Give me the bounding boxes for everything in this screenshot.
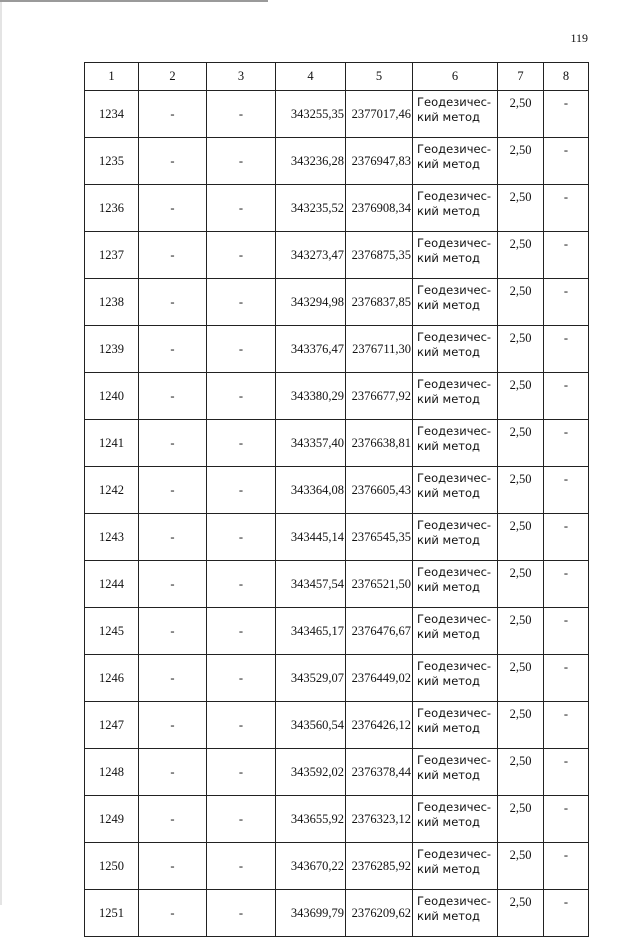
coordinate-x-cell: 343529,07 <box>276 655 346 702</box>
method-text-line-2: кий метод <box>417 862 480 876</box>
method-text-line-2: кий метод <box>417 674 480 688</box>
accuracy-cell: 2,50 <box>498 655 544 702</box>
table-row <box>85 420 589 467</box>
method-text-line-1: Геодезичес- <box>417 142 492 156</box>
column-3-cell: - <box>207 702 276 749</box>
accuracy-cell: 2,50 <box>498 232 544 279</box>
method-text-line-1: Геодезичес- <box>417 424 492 438</box>
method-cell <box>413 890 498 937</box>
coordinate-x-cell: 343236,28 <box>276 138 346 185</box>
method-text-line-1: Геодезичес- <box>417 894 492 908</box>
accuracy-cell: 2,50 <box>498 561 544 608</box>
column-2-cell: - <box>139 843 207 890</box>
column-2-cell: - <box>139 279 207 326</box>
column-2-cell: - <box>139 655 207 702</box>
method-cell <box>413 373 498 420</box>
accuracy-cell: 2,50 <box>498 91 544 138</box>
column-header-7: 7 <box>498 63 544 91</box>
accuracy-cell: 2,50 <box>498 279 544 326</box>
coordinate-x-cell: 343294,98 <box>276 279 346 326</box>
coordinate-x-cell: 343592,02 <box>276 749 346 796</box>
method-text-line-2: кий метод <box>417 533 480 547</box>
table-row <box>85 373 589 420</box>
method-cell <box>413 561 498 608</box>
method-cell <box>413 91 498 138</box>
column-8-cell: - <box>544 326 589 373</box>
point-number-cell: 1240 <box>85 373 139 420</box>
method-text-line-1: Геодезичес- <box>417 283 492 297</box>
column-3-cell: - <box>207 185 276 232</box>
column-2-cell: - <box>139 467 207 514</box>
column-8-cell: - <box>544 279 589 326</box>
column-3-cell: - <box>207 796 276 843</box>
column-8-cell: - <box>544 608 589 655</box>
column-2-cell: - <box>139 420 207 467</box>
method-text-line-1: Геодезичес- <box>417 377 492 391</box>
column-3-cell: - <box>207 279 276 326</box>
coordinate-y-cell: 2376875,35 <box>346 232 413 279</box>
method-text-line-2: кий метод <box>417 392 480 406</box>
point-number-cell: 1244 <box>85 561 139 608</box>
top-rule-line <box>0 0 268 2</box>
coordinate-x-cell: 343670,22 <box>276 843 346 890</box>
table-row <box>85 91 589 138</box>
method-cell <box>413 232 498 279</box>
coordinate-y-cell: 2376378,44 <box>346 749 413 796</box>
accuracy-cell: 2,50 <box>498 890 544 937</box>
method-text-line-2: кий метод <box>417 439 480 453</box>
coordinate-y-cell: 2376837,85 <box>346 279 413 326</box>
table-row <box>85 326 589 373</box>
table-row <box>85 608 589 655</box>
point-number-cell: 1249 <box>85 796 139 843</box>
column-3-cell: - <box>207 890 276 937</box>
coordinate-y-cell: 2376908,34 <box>346 185 413 232</box>
method-text-line-2: кий метод <box>417 627 480 641</box>
column-3-cell: - <box>207 138 276 185</box>
point-number-cell: 1248 <box>85 749 139 796</box>
method-cell <box>413 655 498 702</box>
table-row <box>85 890 589 937</box>
column-header-8: 8 <box>544 63 589 91</box>
column-header-1: 1 <box>85 63 139 91</box>
method-cell <box>413 185 498 232</box>
accuracy-cell: 2,50 <box>498 608 544 655</box>
coordinate-x-cell: 343445,14 <box>276 514 346 561</box>
column-2-cell: - <box>139 702 207 749</box>
accuracy-cell: 2,50 <box>498 373 544 420</box>
method-text-line-1: Геодезичес- <box>417 706 492 720</box>
coordinate-x-cell: 343376,47 <box>276 326 346 373</box>
table-row <box>85 185 589 232</box>
accuracy-cell: 2,50 <box>498 467 544 514</box>
column-3-cell: - <box>207 749 276 796</box>
accuracy-cell: 2,50 <box>498 138 544 185</box>
method-cell <box>413 467 498 514</box>
accuracy-cell: 2,50 <box>498 185 544 232</box>
coordinate-y-cell: 2376449,02 <box>346 655 413 702</box>
method-cell <box>413 608 498 655</box>
accuracy-cell: 2,50 <box>498 326 544 373</box>
method-text-line-2: кий метод <box>417 251 480 265</box>
method-text-line-1: Геодезичес- <box>417 471 492 485</box>
coordinate-y-cell: 2376285,92 <box>346 843 413 890</box>
point-number-cell: 1235 <box>85 138 139 185</box>
point-number-cell: 1246 <box>85 655 139 702</box>
coordinate-x-cell: 343364,08 <box>276 467 346 514</box>
method-text-line-1: Геодезичес- <box>417 800 492 814</box>
method-cell <box>413 326 498 373</box>
column-2-cell: - <box>139 373 207 420</box>
coordinate-x-cell: 343465,17 <box>276 608 346 655</box>
method-cell <box>413 138 498 185</box>
coordinate-x-cell: 343273,47 <box>276 232 346 279</box>
column-3-cell: - <box>207 91 276 138</box>
coordinate-y-cell: 2376605,43 <box>346 467 413 514</box>
point-number-cell: 1241 <box>85 420 139 467</box>
column-3-cell: - <box>207 655 276 702</box>
coordinate-y-cell: 2376426,12 <box>346 702 413 749</box>
coordinate-x-cell: 343380,29 <box>276 373 346 420</box>
method-text-line-1: Геодезичес- <box>417 565 492 579</box>
column-8-cell: - <box>544 138 589 185</box>
coordinate-x-cell: 343699,79 <box>276 890 346 937</box>
method-text-line-2: кий метод <box>417 345 480 359</box>
coordinate-y-cell: 2376476,67 <box>346 608 413 655</box>
method-text-line-2: кий метод <box>417 298 480 312</box>
table-row <box>85 467 589 514</box>
point-number-cell: 1234 <box>85 91 139 138</box>
table-row <box>85 561 589 608</box>
coordinate-y-cell: 2377017,46 <box>346 91 413 138</box>
column-8-cell: - <box>544 702 589 749</box>
method-cell <box>413 279 498 326</box>
column-3-cell: - <box>207 843 276 890</box>
point-number-cell: 1245 <box>85 608 139 655</box>
table-row <box>85 843 589 890</box>
point-number-cell: 1242 <box>85 467 139 514</box>
method-text-line-2: кий метод <box>417 768 480 782</box>
method-text-line-2: кий метод <box>417 909 480 923</box>
table-row <box>85 514 589 561</box>
accuracy-cell: 2,50 <box>498 843 544 890</box>
column-3-cell: - <box>207 232 276 279</box>
method-text-line-1: Геодезичес- <box>417 659 492 673</box>
method-cell <box>413 514 498 561</box>
accuracy-cell: 2,50 <box>498 420 544 467</box>
coordinate-x-cell: 343457,54 <box>276 561 346 608</box>
column-2-cell: - <box>139 561 207 608</box>
point-number-cell: 1239 <box>85 326 139 373</box>
column-8-cell: - <box>544 232 589 279</box>
column-8-cell: - <box>544 373 589 420</box>
column-8-cell: - <box>544 749 589 796</box>
column-8-cell: - <box>544 467 589 514</box>
method-text-line-2: кий метод <box>417 204 480 218</box>
method-text-line-1: Геодезичес- <box>417 612 492 626</box>
coordinate-x-cell: 343560,54 <box>276 702 346 749</box>
coordinate-y-cell: 2376677,92 <box>346 373 413 420</box>
method-text-line-1: Геодезичес- <box>417 518 492 532</box>
point-number-cell: 1250 <box>85 843 139 890</box>
column-3-cell: - <box>207 561 276 608</box>
column-header-5: 5 <box>346 63 413 91</box>
column-8-cell: - <box>544 890 589 937</box>
table-row <box>85 749 589 796</box>
method-cell <box>413 843 498 890</box>
point-number-cell: 1237 <box>85 232 139 279</box>
method-cell <box>413 420 498 467</box>
coordinate-x-cell: 343655,92 <box>276 796 346 843</box>
column-2-cell: - <box>139 796 207 843</box>
table-row <box>85 279 589 326</box>
column-8-cell: - <box>544 514 589 561</box>
accuracy-cell: 2,50 <box>498 749 544 796</box>
column-2-cell: - <box>139 138 207 185</box>
column-8-cell: - <box>544 185 589 232</box>
table-row <box>85 232 589 279</box>
column-8-cell: - <box>544 561 589 608</box>
column-2-cell: - <box>139 232 207 279</box>
page-left-edge <box>0 0 2 905</box>
column-3-cell: - <box>207 608 276 655</box>
accuracy-cell: 2,50 <box>498 702 544 749</box>
coordinate-y-cell: 2376209,62 <box>346 890 413 937</box>
page-number: 119 <box>570 31 588 45</box>
column-8-cell: - <box>544 655 589 702</box>
column-2-cell: - <box>139 185 207 232</box>
column-3-cell: - <box>207 467 276 514</box>
coordinate-y-cell: 2376638,81 <box>346 420 413 467</box>
method-text-line-1: Геодезичес- <box>417 189 492 203</box>
method-text-line-2: кий метод <box>417 157 480 171</box>
method-text-line-1: Геодезичес- <box>417 236 492 250</box>
table-row <box>85 796 589 843</box>
table-row <box>85 655 589 702</box>
method-text-line-1: Геодезичес- <box>417 753 492 767</box>
column-8-cell: - <box>544 843 589 890</box>
coordinate-y-cell: 2376947,83 <box>346 138 413 185</box>
method-text-line-1: Геодезичес- <box>417 330 492 344</box>
point-number-cell: 1236 <box>85 185 139 232</box>
coordinate-x-cell: 343255,35 <box>276 91 346 138</box>
table-header-row <box>85 63 589 91</box>
point-number-cell: 1238 <box>85 279 139 326</box>
column-header-2: 2 <box>139 63 207 91</box>
column-2-cell: - <box>139 514 207 561</box>
column-2-cell: - <box>139 749 207 796</box>
coordinates-table <box>84 62 589 937</box>
method-cell <box>413 796 498 843</box>
method-text-line-2: кий метод <box>417 815 480 829</box>
column-3-cell: - <box>207 420 276 467</box>
coordinate-x-cell: 343357,40 <box>276 420 346 467</box>
method-text-line-2: кий метод <box>417 486 480 500</box>
table-row <box>85 138 589 185</box>
column-2-cell: - <box>139 91 207 138</box>
accuracy-cell: 2,50 <box>498 514 544 561</box>
column-3-cell: - <box>207 514 276 561</box>
point-number-cell: 1251 <box>85 890 139 937</box>
coordinate-y-cell: 2376323,12 <box>346 796 413 843</box>
column-2-cell: - <box>139 890 207 937</box>
column-3-cell: - <box>207 373 276 420</box>
method-cell <box>413 749 498 796</box>
table-row <box>85 702 589 749</box>
coordinate-y-cell: 2376521,50 <box>346 561 413 608</box>
point-number-cell: 1243 <box>85 514 139 561</box>
column-3-cell: - <box>207 326 276 373</box>
column-2-cell: - <box>139 608 207 655</box>
method-text-line-1: Геодезичес- <box>417 95 492 109</box>
column-2-cell: - <box>139 326 207 373</box>
method-text-line-2: кий метод <box>417 110 480 124</box>
coordinate-y-cell: 2376711,30 <box>346 326 413 373</box>
column-8-cell: - <box>544 420 589 467</box>
column-header-6: 6 <box>413 63 498 91</box>
method-text-line-2: кий метод <box>417 721 480 735</box>
coordinate-x-cell: 343235,52 <box>276 185 346 232</box>
column-header-4: 4 <box>276 63 346 91</box>
column-8-cell: - <box>544 91 589 138</box>
column-8-cell: - <box>544 796 589 843</box>
accuracy-cell: 2,50 <box>498 796 544 843</box>
method-text-line-2: кий метод <box>417 580 480 594</box>
method-cell <box>413 702 498 749</box>
point-number-cell: 1247 <box>85 702 139 749</box>
method-text-line-1: Геодезичес- <box>417 847 492 861</box>
column-header-3: 3 <box>207 63 276 91</box>
coordinate-y-cell: 2376545,35 <box>346 514 413 561</box>
